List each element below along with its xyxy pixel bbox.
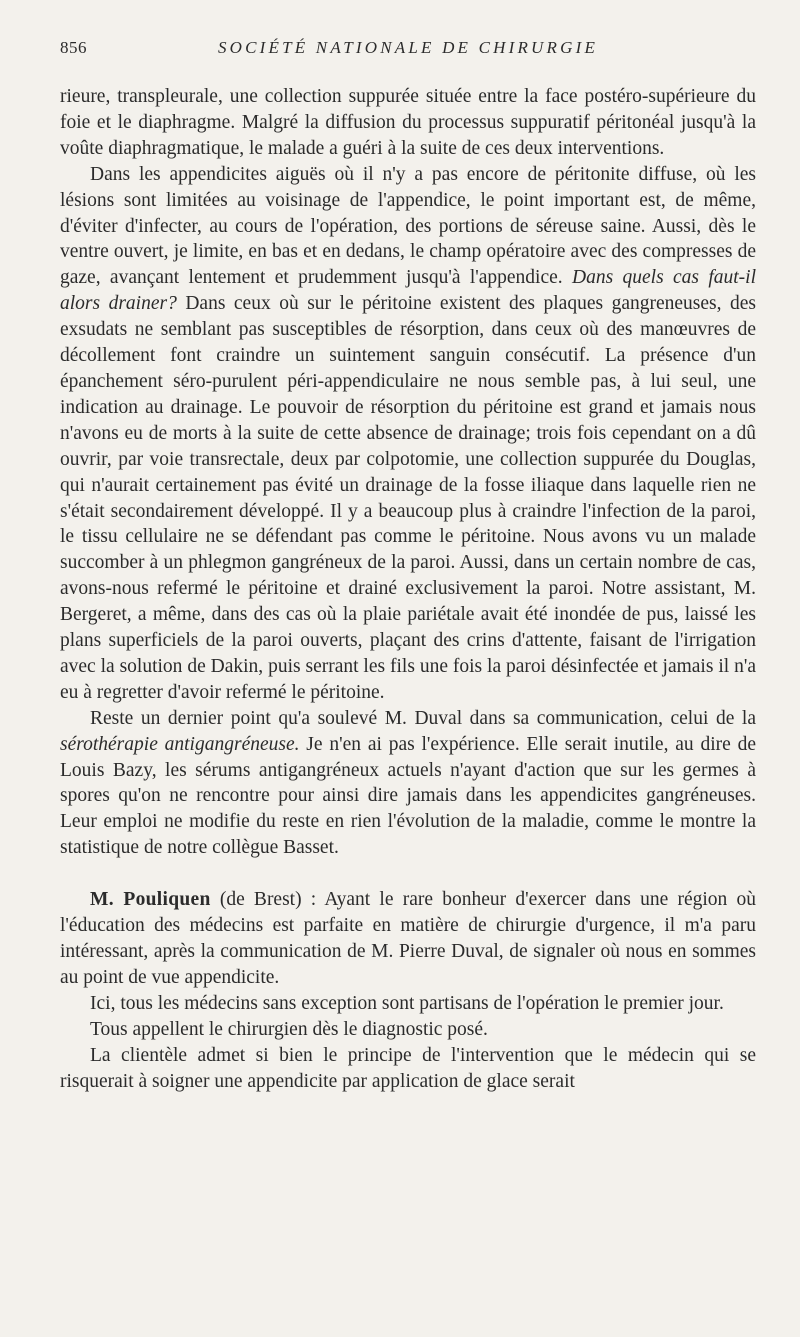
paragraph-continuation: rieure, transpleurale, une collection suppurée située entre la face postéro-supérieure du foie et le diaphragme. Malgré la diffusion du processus suppuratif péritonéal jusqu'à la voûte diaphragmatique, le malade a guéri à la suite de ces deux interventions. [60,86,756,159]
page-number: 856 [60,38,87,57]
paragraph-drainage [60,162,756,706]
paragraph-text: Ayant le rare bonheur d'exercer dans une région où l'éducation des médecins est parfaite en matière de chirurgie d'urgence, il m'a paru intéressant, après la communication de M. Pierre Duval, de signaler où nous en sommes au point de vue appendicite. [60,889,756,988]
italic-term: sérothérapie antigangréneuse. [60,733,300,755]
paragraph-intervention [60,887,756,991]
speaker-origin: (de Brest) : [210,889,325,911]
paragraph-clientele: La clientèle admet si bien le principe de l'intervention que le médecin qui se risquerait à soigner une appendicite par application de glace serait [60,1044,756,1092]
body-text [60,84,756,1094]
page-header [60,38,756,64]
speaker-name: M. Pouliquen [90,889,211,911]
paragraph-text: Dans ceux où sur le péritoine existent des plaques gangreneuses, des exsudats ne semblant pas susceptibles de résorption, dans ceux où des manœuvres de décollement font craindre un suintement sanguin consécutif. La présence d'un épanchement séro-purulent péri-appendiculaire ne nous semble pas, à lui seul, une indication au drainage. Le pouvoir de résorption du péritoine est grand et jamais nous n'avons eu de morts à la suite de cette absence de drainage; trois fois cependant on a dû ouvrir, par voie transrectale, deux par colpotomie, une collection suppurée du Douglas, qui n'aurait certainement pas évité un drainage de la fosse iliaque dans laquelle rien ne s'était secondairement développé. Il y a beaucoup plus à craindre l'infection de la paroi, le tissu cellulaire ne se défendant pas comme le péritoine. Nous avons vu un malade succomber à un phlegmon gangréneux de la paroi. Aussi, dans un certain nombre de cas, avons-nous refermé le péritoine et drainé exclusivement la paroi. Notre assistant, M. Bergeret, a même, dans des cas où la plaie pariétale avait été inondée de pus, laissé les plans superficiels de la paroi ouverts, plaçant des crins d'attente, faisant de l'irrigation avec la solution de Dakin, puis serrant les fils une fois la paroi désinfectée et jamais il n'a eu à regretter d'avoir refermé le péritoine. [60,293,756,703]
paragraph-text: Dans les appendicites aiguës où il n'y a pas encore de péritonite diffuse, où les lésions sont limitées au voisinage de l'appendice, le point important est, de même, d'éviter d'infecter, au cours de l'opération, des portions de séreuse saine. Aussi, dès le ventre ouvert, je limite, en bas et en dedans, le champ opératoire avec des compresses de gaze, avançant lentement et prudemment jusqu'à l'appendice. [60,163,756,289]
running-title: SOCIÉTÉ NATIONALE DE CHIRURGIE [217,38,599,57]
paragraph-serotherapy [60,706,756,861]
paragraph-text: Reste un dernier point qu'a soulevé M. Duval dans sa communication, celui de la [90,707,756,729]
paragraph-diagnosis: Tous appellent le chirurgien dès le diagnostic posé. [90,1018,488,1040]
section-gap [60,861,756,887]
paragraph-text: Je n'en ai pas l'expérience. Elle serait inutile, au dire de Louis Bazy, les sérums antigangréneux actuels n'ayant d'action que sur les germes à spores qu'on ne rencontre pour ainsi dire jamais dans les appendicites gangréneuses. Leur emploi ne modifie du reste en rien l'évolution de la maladie, comme le montre la statistique de notre collègue Basset. [60,733,756,859]
paragraph-surgeons: Ici, tous les médecins sans exception sont partisans de l'opération le premier jour. [90,992,724,1014]
italic-question: Dans quels cas faut-il alors drainer? [60,267,756,315]
